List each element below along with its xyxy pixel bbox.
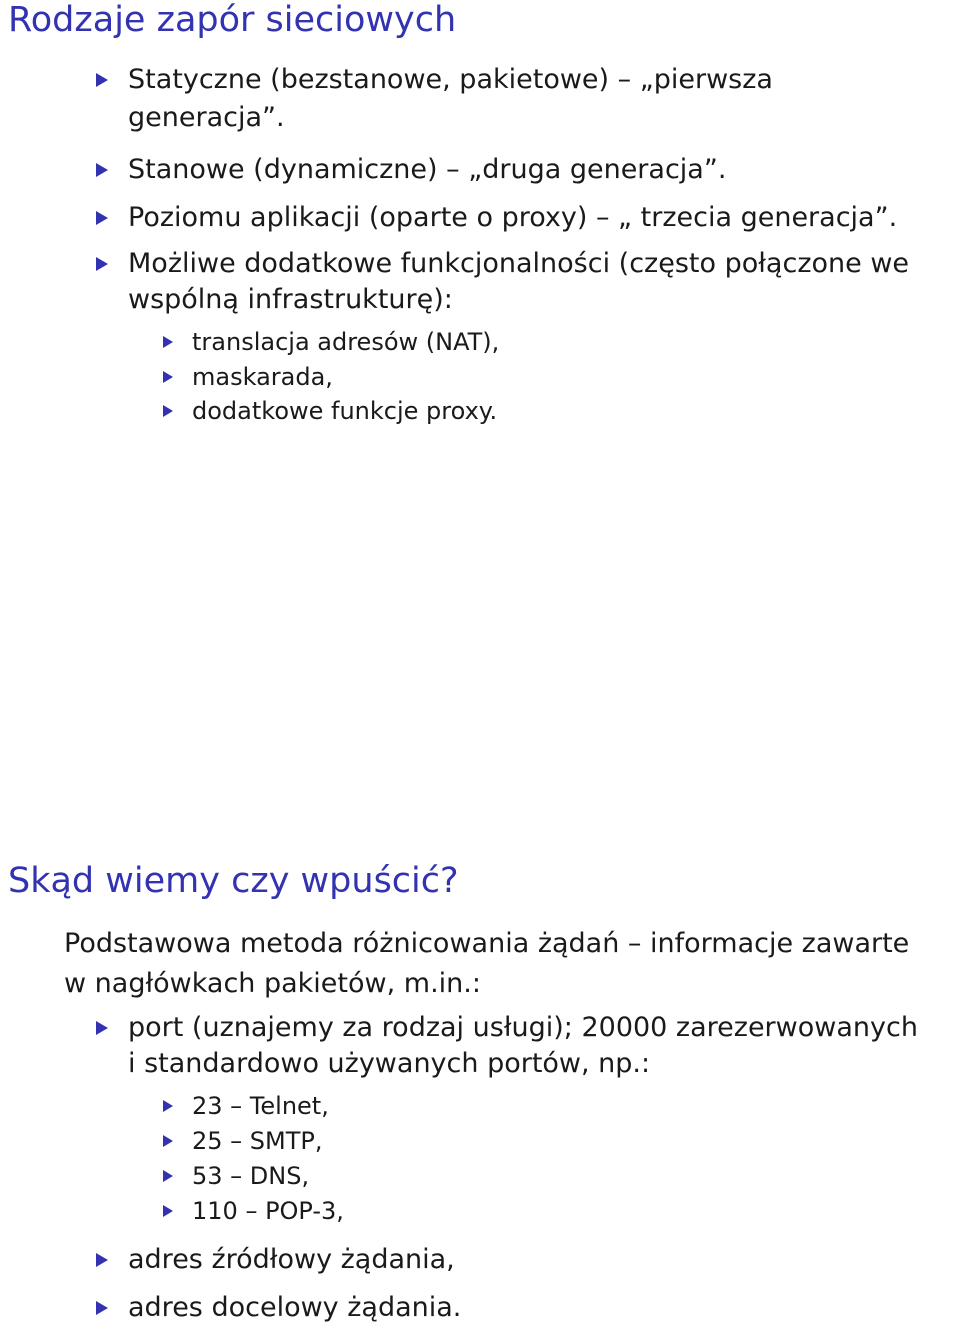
list-item-text: wspólną infrastrukturę): xyxy=(128,284,453,315)
intro-paragraph-line: Podstawowa metoda różnicowania żądań – informacje zawarte xyxy=(64,928,910,959)
list-item-text: Statyczne (bezstanowe, pakietowe) – „pierwsza xyxy=(128,64,773,95)
port-item xyxy=(192,1159,309,1193)
triangle-right-icon xyxy=(96,1301,108,1315)
list-item xyxy=(128,1010,918,1046)
list-item-text: Stanowe (dynamiczne) – „druga generacja”. xyxy=(128,154,727,185)
sub-list-item-text: translacja adresów (NAT), xyxy=(192,328,500,356)
triangle-right-icon xyxy=(163,405,173,417)
list-item-continuation xyxy=(128,282,453,318)
list-item-continuation xyxy=(128,100,285,136)
port-item xyxy=(192,1194,344,1228)
list-item xyxy=(128,246,909,282)
port-item-text: 110 – POP-3, xyxy=(192,1197,344,1225)
triangle-right-icon xyxy=(163,1100,173,1112)
list-item-continuation xyxy=(128,1046,650,1082)
port-item-text: 23 – Telnet, xyxy=(192,1092,329,1120)
sub-list-item xyxy=(192,325,499,359)
port-item-text: 25 – SMTP, xyxy=(192,1127,323,1155)
triangle-right-icon xyxy=(96,163,108,177)
triangle-right-icon xyxy=(163,1205,173,1217)
port-item xyxy=(192,1124,323,1158)
triangle-right-icon xyxy=(96,257,108,271)
port-item-text: 53 – DNS, xyxy=(192,1162,310,1190)
list-item xyxy=(128,200,897,236)
sub-list-item-text: dodatkowe funkcje proxy. xyxy=(192,397,498,425)
list-item xyxy=(128,62,773,98)
list-item-text: i standardowo używanych portów, np.: xyxy=(128,1048,651,1079)
triangle-right-icon xyxy=(163,371,173,383)
intro-paragraph-line: w nagłówkach pakietów, m.in.: xyxy=(64,968,481,999)
port-item xyxy=(192,1089,329,1123)
list-item-text: adres docelowy żądania. xyxy=(128,1292,462,1323)
list-item-text: port (uznajemy za rodzaj usługi); 20000 zarezerwowanych xyxy=(128,1012,918,1043)
list-item xyxy=(128,1242,455,1278)
triangle-right-icon xyxy=(96,1253,108,1267)
sub-list-item xyxy=(192,360,333,394)
section-title: Skąd wiemy czy wpuścić? xyxy=(8,861,459,901)
triangle-right-icon xyxy=(163,336,173,348)
list-item-text: adres źródłowy żądania, xyxy=(128,1244,455,1275)
triangle-right-icon xyxy=(163,1135,173,1147)
list-item-text: Poziomu aplikacji (oparte o proxy) – „ trzecia generacja”. xyxy=(128,202,898,233)
sub-list-item-text: maskarada, xyxy=(192,363,333,391)
triangle-right-icon xyxy=(96,73,108,87)
sub-list-item xyxy=(192,394,497,428)
list-item xyxy=(128,1290,461,1326)
list-item-text: Możliwe dodatkowe funkcjonalności (często połączone we xyxy=(128,248,910,279)
section-title: Rodzaje zapór sieciowych xyxy=(8,0,457,40)
list-item-text: generacja”. xyxy=(128,102,285,133)
triangle-right-icon xyxy=(96,211,108,225)
triangle-right-icon xyxy=(163,1170,173,1182)
list-item xyxy=(128,152,726,188)
triangle-right-icon xyxy=(96,1021,108,1035)
